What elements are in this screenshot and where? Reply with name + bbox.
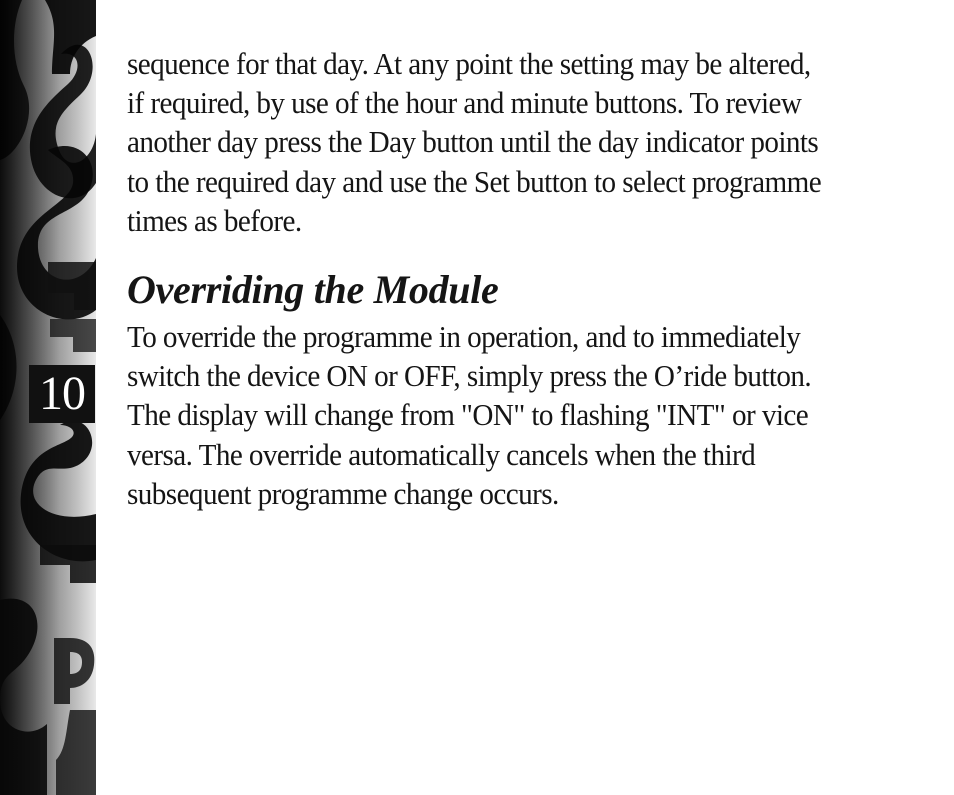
document-content (127, 44, 927, 513)
body-paragraph-programme-times: sequence for that day. At any point the setting may be altered, if required, by use of the hour and minute buttons. To review another day press the Day button until the day indicator points to the required day and use the Set button to select programme times as before. (127, 46, 822, 238)
body-paragraph-override: To override the programme in operation, and to immediately switch the device ON or OFF, simply press the O’ride button. The display will change from "ON" to flashing "INT" or vice versa. The override automatically cancels when the third subsequent programme change occurs. (127, 319, 812, 511)
page-number: 10 (29, 365, 95, 423)
section-heading: Overriding the Module (127, 267, 499, 313)
decorative-sidebar (0, 0, 96, 795)
